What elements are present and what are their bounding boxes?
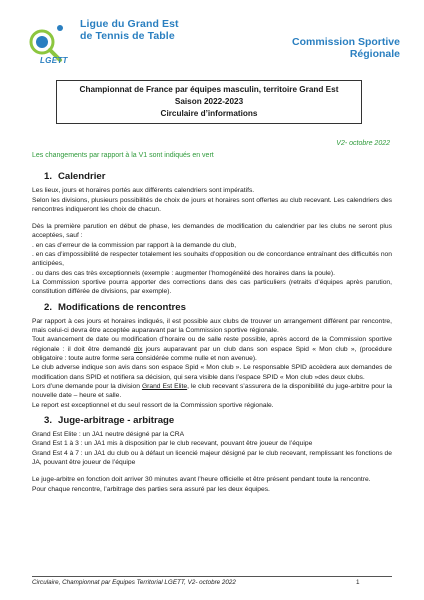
paragraph: Selon les divisions, plusieurs possibilités de choix de jours et horaires sont offertes au club recevant. Les calendriers des rencontres indiqueront les choix de chacun. — [32, 196, 392, 213]
paragraph: La Commission sportive pourra apporter des corrections dans des cas particuliers (retraits d’équipes après parution, constitution différée de divisions, par exemple). — [32, 278, 392, 296]
logo-text — [80, 18, 200, 42]
list-item: Grand Est 1 à 3 : un JA1 mis à disposition par le club recevant, pouvant être joueur de l’équipe — [32, 440, 313, 448]
section-title: Modifications de rencontres — [58, 301, 186, 313]
logo-line-1: Ligue du Grand Est — [80, 18, 179, 30]
document-content — [32, 166, 392, 494]
paragraph: Les lieux, jours et horaires portés aux différents calendriers sont impératifs. — [32, 187, 255, 195]
league-logo — [26, 16, 186, 64]
list-item: . ou dans des cas très exceptionnels (exemple : augmenter l’homogénéité des horaires dans la poule). — [32, 269, 335, 277]
section-number: 2. — [44, 301, 53, 313]
section-title: Juge-arbitrage - arbitrage — [58, 414, 175, 426]
logo-abbreviation: LGETT — [40, 56, 68, 65]
section-heading-modifications — [44, 303, 392, 312]
paragraph: Le club adverse indique son avis dans son espace Spid « Mon club ». Le responsable SPID accèdera aux demandes de modification dans SPID et notifiera sa décision, qui sera visible dans l’espace SPID « Mon club »des deux clubs. — [32, 364, 392, 381]
commission-title: Commission Sportive Régionale — [292, 36, 400, 60]
footer-divider — [32, 576, 392, 577]
title-box — [56, 80, 362, 124]
underlined-text: Grand Est Elite — [141, 382, 188, 390]
section-heading-calendrier — [44, 172, 392, 181]
paragraph: Lors d’une demande pour la division Grand Est Elite, le club recevant s’assurera de la disponibilité du juge-arbitre pour la nouvelle date – heure et salle. — [32, 382, 392, 400]
changes-note: Les changements par rapport à la V1 sont indiqués en vert — [32, 152, 214, 159]
version-label: V2- octobre 2022 — [336, 140, 390, 147]
list-item: . en cas d’impossibilité de respecter totalement les souhaits d’opposition ou de concordance entraînant des difficultés non anticipées, — [32, 251, 392, 268]
list-item: Grand Est Elite : un JA1 neutre désigné par la CRA — [32, 431, 185, 439]
underlined-text: dix — [133, 345, 143, 353]
logo-line-2: de Tennis de Table — [80, 30, 175, 42]
title-line-3: Circulaire d’informations — [160, 109, 258, 118]
paragraph: Le report est exceptionnel et du seul ressort de la Commission sportive régionale. — [32, 401, 274, 409]
paragraph: Tout avancement de date ou modification d’horaire ou de salle reste possible, après accord de la Commission sportive régionale : il doit être demandé dix jours auparavant par un club dans son espace Spid « Mon club », (procédure obligatoire : toute autre forme sera considérée comme nulle et non avenue). — [32, 336, 392, 363]
paragraph: Dès la première parution en début de phase, les demandes de modification du calendrier par les clubs ne seront plus acceptées, sauf : — [32, 223, 392, 240]
paragraph: Pour chaque rencontre, l’arbitrage des parties sera assuré par les deux équipes. — [32, 485, 270, 493]
paragraph: Par rapport à ces jours et horaires indiqués, il est possible aux clubs de trouver un arrangement différent par rencontre, mais celui-ci devra être acceptée auparavant par la Commission sportive régionale. — [32, 317, 392, 335]
title-line-1: Championnat de France par équipes masculin, territoire Grand Est — [79, 85, 339, 94]
list-item: . en cas d’erreur de la commission par rapport à la demande du club, — [32, 241, 237, 249]
list-item: Grand Est 4 à 7 : un JA1 du club ou à défaut un licencié majeur désigné par le club recevant, remplissant les fonctions de JA, pouvant être joueur de l’équipe — [32, 449, 392, 467]
section-title: Calendrier — [58, 171, 106, 182]
section-number: 3. — [44, 414, 53, 426]
page-number: 1 — [356, 579, 360, 586]
section-heading-juge-arbitrage — [44, 416, 392, 425]
section-number: 1. — [44, 171, 53, 182]
paragraph: Le juge-arbitre en fonction doit arriver 30 minutes avant l’heure officielle et être présent pendant toute la rencontre. — [32, 476, 371, 484]
title-line-2: Saison 2022-2023 — [174, 97, 244, 106]
footer-text: Circulaire, Championnat par Equipes Territorial LGETT, V2- octobre 2022 — [32, 579, 236, 586]
